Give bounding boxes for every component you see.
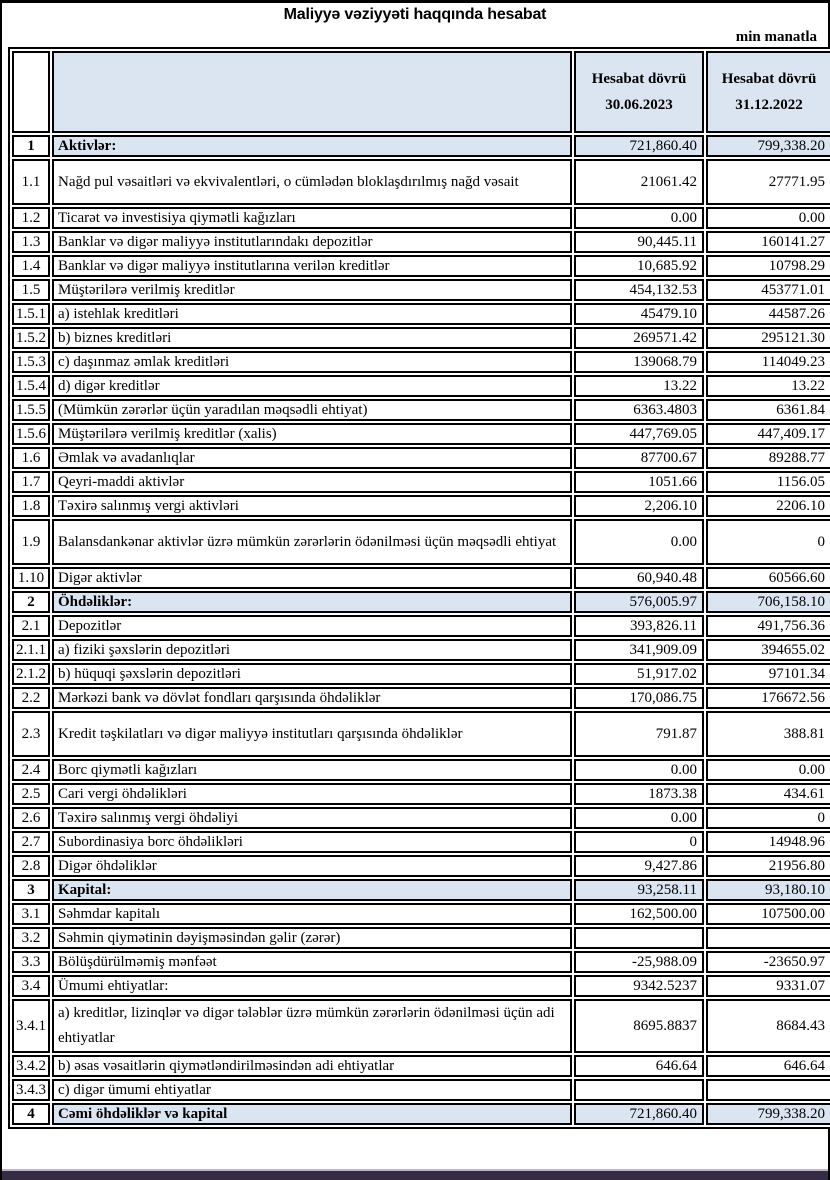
row-value-1: 9342.5237 (574, 975, 704, 997)
row-label: Öhdəliklər: (52, 591, 572, 613)
table-row (12, 687, 830, 709)
row-value-1: 10,685.92 (574, 255, 704, 277)
row-number: 2.3 (12, 711, 50, 757)
row-label: Qeyri-maddi aktivlər (52, 471, 572, 493)
row-value-1: 21061.42 (574, 159, 704, 205)
row-value-1: 87700.67 (574, 447, 704, 469)
row-value-2: 434.61 (706, 783, 830, 805)
row-number: 2.1.1 (12, 639, 50, 661)
row-label: Banklar və digər maliyyə institutlarındakı depozitlər (52, 231, 572, 253)
row-value-1: 791.87 (574, 711, 704, 757)
row-number: 1.5.6 (12, 423, 50, 445)
row-number: 2.8 (12, 855, 50, 877)
row-label: Aktivlər: (52, 135, 572, 157)
row-value-2: 13.22 (706, 375, 830, 397)
row-number: 3.4 (12, 975, 50, 997)
row-number: 3.4.3 (12, 1079, 50, 1101)
table-row (12, 711, 830, 757)
row-value-2: 0 (706, 807, 830, 829)
row-value-2: 21956.80 (706, 855, 830, 877)
row-value-2: 799,338.20 (706, 1103, 830, 1125)
table-row (12, 495, 830, 517)
page-title: Maliyyə vəziyyəti haqqında hesabat (283, 6, 547, 23)
row-label: c) daşınmaz əmlak kreditləri (52, 351, 572, 373)
table-row (12, 591, 830, 613)
table-row (12, 759, 830, 781)
row-value-1: 8695.8837 (574, 999, 704, 1053)
financial-position-table (8, 47, 830, 1129)
row-label: Mərkəzi bank və dövlət fondları qarşısında öhdəliklər (52, 687, 572, 709)
row-value-2: 44587.26 (706, 303, 830, 325)
table-row (12, 255, 830, 277)
row-value-2: 176672.56 (706, 687, 830, 709)
row-value-2 (706, 1079, 830, 1101)
header-period-2-label: Hesabat dövrü (721, 71, 817, 87)
header-period-1-date: 30.06.2023 (605, 97, 673, 113)
row-label: (Mümkün zərərlər üçün yaradılan məqsədli ehtiyat) (52, 399, 572, 421)
row-number: 1.5.3 (12, 351, 50, 373)
row-value-2: 9331.07 (706, 975, 830, 997)
table-row (12, 927, 830, 949)
row-value-1: 454,132.53 (574, 279, 704, 301)
header-period-2 (706, 51, 830, 133)
row-number: 2.6 (12, 807, 50, 829)
row-value-1: 646.64 (574, 1055, 704, 1077)
row-number: 2.2 (12, 687, 50, 709)
row-value-1: 0.00 (574, 207, 704, 229)
row-value-2: 114049.23 (706, 351, 830, 373)
row-label: Təxirə salınmış vergi aktivləri (52, 495, 572, 517)
table-row (12, 327, 830, 349)
row-label: Ümumi ehtiyatlar: (52, 975, 572, 997)
row-number: 1.9 (12, 519, 50, 565)
row-value-1: 576,005.97 (574, 591, 704, 613)
row-value-1: 447,769.05 (574, 423, 704, 445)
table-row (12, 279, 830, 301)
row-label: Bölüşdürülməmiş mənfəət (52, 951, 572, 973)
row-number: 2.5 (12, 783, 50, 805)
table-row (12, 231, 830, 253)
row-value-2: -23650.97 (706, 951, 830, 973)
table-row (12, 831, 830, 853)
row-value-2: 0 (706, 519, 830, 565)
row-number: 2.4 (12, 759, 50, 781)
row-value-1: 0.00 (574, 519, 704, 565)
row-label: Əmlak və avadanlıqlar (52, 447, 572, 469)
header-period-1 (574, 51, 704, 133)
row-number: 3.2 (12, 927, 50, 949)
row-value-2: 799,338.20 (706, 135, 830, 157)
row-label: Balansdankənar aktivlər üzrə mümkün zərərlərin ödənilməsi üçün məqsədli ehtiyat (52, 519, 572, 565)
row-value-2: 27771.95 (706, 159, 830, 205)
row-value-1: 60,940.48 (574, 567, 704, 589)
row-value-1: 45479.10 (574, 303, 704, 325)
row-label: Kredit təşkilatları və digər maliyyə institutları qarşısında öhdəliklər (52, 711, 572, 757)
row-value-1: 1873.38 (574, 783, 704, 805)
row-value-2: 491,756.36 (706, 615, 830, 637)
row-number: 2 (12, 591, 50, 613)
bottom-bar (2, 1169, 828, 1180)
row-label: Depozitlər (52, 615, 572, 637)
row-label: Digər aktivlər (52, 567, 572, 589)
unit-note: min manatla (735, 29, 817, 45)
table-row (12, 1079, 830, 1101)
row-label: Cari vergi öhdəlikləri (52, 783, 572, 805)
header-period-2-date: 31.12.2022 (735, 97, 803, 113)
row-value-1: 2,206.10 (574, 495, 704, 517)
table-row (12, 303, 830, 325)
row-label: c) digər ümumi ehtiyatlar (52, 1079, 572, 1101)
table-row (12, 423, 830, 445)
row-value-2: 93,180.10 (706, 879, 830, 901)
row-value-2: 0.00 (706, 207, 830, 229)
row-number: 2.1.2 (12, 663, 50, 685)
table-row (12, 1055, 830, 1077)
row-label: d) digər kreditlər (52, 375, 572, 397)
row-value-2: 453771.01 (706, 279, 830, 301)
row-label: a) istehlak kreditləri (52, 303, 572, 325)
row-number: 1.5.5 (12, 399, 50, 421)
row-label: Digər öhdəliklər (52, 855, 572, 877)
row-value-1 (574, 1079, 704, 1101)
row-value-2: 388.81 (706, 711, 830, 757)
row-value-2: 0.00 (706, 759, 830, 781)
row-value-1: 1051.66 (574, 471, 704, 493)
row-value-2: 6361.84 (706, 399, 830, 421)
row-value-2: 447,409.17 (706, 423, 830, 445)
row-label: Borc qiymətli kağızları (52, 759, 572, 781)
row-value-1 (574, 927, 704, 949)
row-value-2: 1156.05 (706, 471, 830, 493)
row-value-2: 10798.29 (706, 255, 830, 277)
row-label: b) hüquqi şəxslərin depozitləri (52, 663, 572, 685)
table-row (12, 375, 830, 397)
row-value-2: 646.64 (706, 1055, 830, 1077)
row-value-2: 107500.00 (706, 903, 830, 925)
row-value-2: 97101.34 (706, 663, 830, 685)
table-row (12, 135, 830, 157)
row-label: Səhmin qiymətinin dəyişməsindən gəlir (zərər) (52, 927, 572, 949)
table-row (12, 1103, 830, 1125)
row-label: Müştərilərə verilmiş kreditlər (52, 279, 572, 301)
row-value-1: 51,917.02 (574, 663, 704, 685)
row-label: Banklar və digər maliyyə institutlarına verilən kreditlər (52, 255, 572, 277)
row-number: 1.5.4 (12, 375, 50, 397)
row-number: 1.5.1 (12, 303, 50, 325)
table-row (12, 615, 830, 637)
row-number: 1.5.2 (12, 327, 50, 349)
row-number: 1.8 (12, 495, 50, 517)
header-period-1-label: Hesabat dövrü (591, 71, 687, 87)
row-label: Ticarət və investisiya qiymətli kağızları (52, 207, 572, 229)
table-row (12, 975, 830, 997)
row-number: 1.3 (12, 231, 50, 253)
row-number: 2.7 (12, 831, 50, 853)
row-number: 4 (12, 1103, 50, 1125)
table-row (12, 447, 830, 469)
table-row (12, 903, 830, 925)
row-value-2: 706,158.10 (706, 591, 830, 613)
row-label: a) kreditlər, lizinqlər və digər tələblər üzrə mümkün zərərlərin ödənilməsi üçün adi ehtiyatlar (52, 999, 572, 1053)
row-value-2: 8684.43 (706, 999, 830, 1053)
table-row (12, 855, 830, 877)
row-label: Səhmdar kapitalı (52, 903, 572, 925)
row-value-1: 90,445.11 (574, 231, 704, 253)
row-number: 1.1 (12, 159, 50, 205)
row-value-2: 295121.30 (706, 327, 830, 349)
row-label: a) fiziki şəxslərin depozitləri (52, 639, 572, 661)
row-value-1: -25,988.09 (574, 951, 704, 973)
row-value-1: 721,860.40 (574, 1103, 704, 1125)
header-number-cell (12, 51, 50, 133)
header-description-cell (52, 51, 572, 133)
table-row (12, 519, 830, 565)
row-value-1: 0.00 (574, 807, 704, 829)
table-row (12, 663, 830, 685)
table-row (12, 999, 830, 1053)
row-number: 3.4.2 (12, 1055, 50, 1077)
row-value-1: 6363.4803 (574, 399, 704, 421)
row-value-1: 170,086.75 (574, 687, 704, 709)
row-value-1: 341,909.09 (574, 639, 704, 661)
table-header-row (12, 51, 830, 133)
row-value-1: 9,427.86 (574, 855, 704, 877)
row-value-1: 139068.79 (574, 351, 704, 373)
row-value-1: 393,826.11 (574, 615, 704, 637)
row-label: b) əsas vəsaitlərin qiymətləndirilməsindən adi ehtiyatlar (52, 1055, 572, 1077)
row-number: 1.4 (12, 255, 50, 277)
row-label: Kapital: (52, 879, 572, 901)
row-value-2: 160141.27 (706, 231, 830, 253)
row-value-1: 721,860.40 (574, 135, 704, 157)
row-label: Cəmi öhdəliklər və kapital (52, 1103, 572, 1125)
row-label: Müştərilərə verilmiş kreditlər (xalis) (52, 423, 572, 445)
row-number: 1.10 (12, 567, 50, 589)
table-row (12, 207, 830, 229)
row-number: 1.5 (12, 279, 50, 301)
row-number: 3 (12, 879, 50, 901)
row-number: 3.3 (12, 951, 50, 973)
row-label: Təxirə salınmış vergi öhdəliyi (52, 807, 572, 829)
table-row (12, 159, 830, 205)
row-value-1: 269571.42 (574, 327, 704, 349)
row-value-1: 0.00 (574, 759, 704, 781)
table-row (12, 351, 830, 373)
row-number: 3.4.1 (12, 999, 50, 1053)
row-number: 3.1 (12, 903, 50, 925)
table-row (12, 471, 830, 493)
row-value-2: 394655.02 (706, 639, 830, 661)
row-value-2: 89288.77 (706, 447, 830, 469)
row-value-2: 14948.96 (706, 831, 830, 853)
row-value-2 (706, 927, 830, 949)
row-number: 1.7 (12, 471, 50, 493)
row-number: 1.6 (12, 447, 50, 469)
row-value-2: 2206.10 (706, 495, 830, 517)
table-row (12, 807, 830, 829)
row-label: b) biznes kreditləri (52, 327, 572, 349)
row-number: 2.1 (12, 615, 50, 637)
row-number: 1.2 (12, 207, 50, 229)
table-row (12, 951, 830, 973)
row-label: Nağd pul vəsaitləri və ekvivalentləri, o cümlədən bloklaşdırılmış nağd vəsait (52, 159, 572, 205)
row-value-1: 162,500.00 (574, 903, 704, 925)
row-value-1: 93,258.11 (574, 879, 704, 901)
row-value-1: 0 (574, 831, 704, 853)
row-value-2: 60566.60 (706, 567, 830, 589)
row-label: Subordinasiya borc öhdəlikləri (52, 831, 572, 853)
table-row (12, 783, 830, 805)
row-number: 1 (12, 135, 50, 157)
table-row (12, 639, 830, 661)
table-row (12, 879, 830, 901)
table-row (12, 399, 830, 421)
row-value-1: 13.22 (574, 375, 704, 397)
table-row (12, 567, 830, 589)
